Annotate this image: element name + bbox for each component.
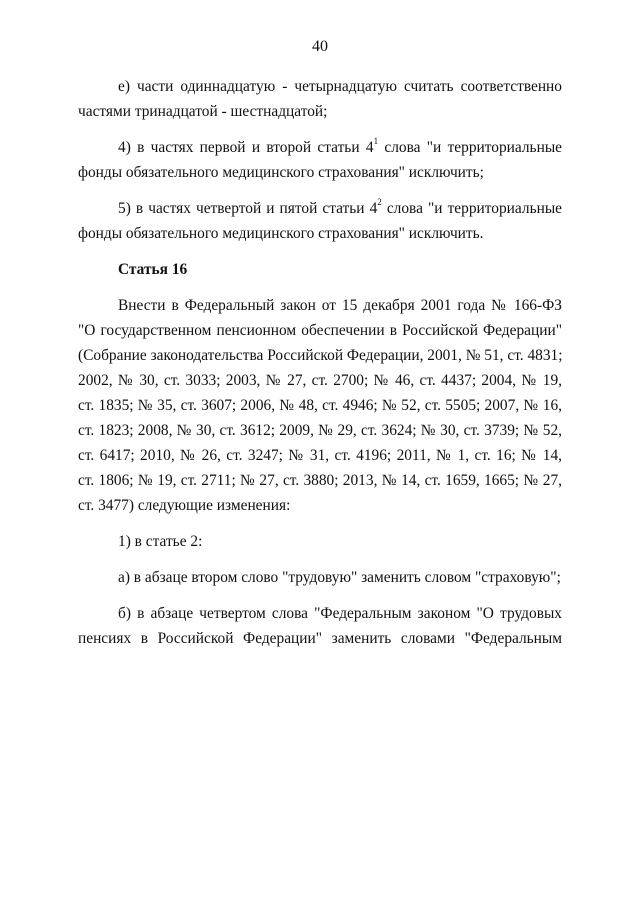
text-line: фонды обязательного медицинского страхования" исключить; <box>78 164 484 181</box>
text-segment: слова "и территориальные <box>381 200 562 217</box>
text-line: пенсиях в Российской Федерации" заменить словами "Федеральным <box>78 630 562 647</box>
item-a <box>78 565 562 590</box>
superscript: 2 <box>377 196 382 207</box>
text-line <box>78 196 562 221</box>
text-line: 1) в статье 2: <box>118 533 203 550</box>
text-line: фонды обязательного медицинского страхования" исключить. <box>78 225 484 242</box>
paragraph-e <box>78 74 562 124</box>
text-line: ст. 6417; 2010, № 26, ст. 3247; № 31, ст. 4196; 2011, № 1, ст. 16; № 14, <box>78 447 562 464</box>
article-heading: Статья 16 <box>118 261 188 278</box>
text-line: ст. 3477) следующие изменения: <box>78 497 291 514</box>
superscript: 1 <box>373 135 379 146</box>
text-line: ст. 1835; № 35, ст. 3607; 2006, № 48, ст. 4946; № 52, ст. 5505; 2007, № 16, <box>78 397 562 414</box>
paragraph-4 <box>78 135 562 185</box>
text-line: частями тринадцатой - шестнадцатой; <box>78 103 328 120</box>
item-1 <box>78 529 562 554</box>
text-line: б) в абзаце четвертом слова "Федеральным законом "О трудовых <box>118 605 562 622</box>
text-line: (Собрание законодательства Российской Федерации, 2001, № 51, ст. 4831; <box>78 347 563 364</box>
text-line: "О государственном пенсионном обеспечении в Российской Федерации" <box>78 322 562 339</box>
text-line: Внести в Федеральный закон от 15 декабря 2001 года № 166-ФЗ <box>118 297 562 314</box>
text-line: е) части одиннадцатую - четырнадцатую считать соответственно <box>118 78 562 95</box>
text-segment: слова "и территориальные <box>378 139 562 156</box>
text-line: а) в абзаце втором слово "трудовую" заменить словом "страховую"; <box>118 569 561 586</box>
article-body <box>78 293 562 518</box>
text-line: 2002, № 30, ст. 3033; 2003, № 27, ст. 2700; № 46, ст. 4437; 2004, № 19, <box>78 372 562 389</box>
text-line: ст. 1823; 2008, № 30, ст. 3612; 2009, № 29, ст. 3624; № 30, ст. 3739; № 52, <box>78 422 562 439</box>
document-body <box>78 74 562 662</box>
item-b <box>78 601 562 651</box>
page-number: 40 <box>312 38 328 55</box>
text-line: ст. 1806; № 19, ст. 2711; № 27, ст. 3880; 2013, № 14, ст. 1659, 1665; № 27, <box>78 472 562 489</box>
text-line <box>78 135 562 160</box>
paragraph-5 <box>78 196 562 246</box>
text-segment: 4) в частях первой и второй статьи 4 <box>118 139 374 156</box>
text-segment: 5) в частях четвертой и пятой статьи 4 <box>118 200 378 217</box>
